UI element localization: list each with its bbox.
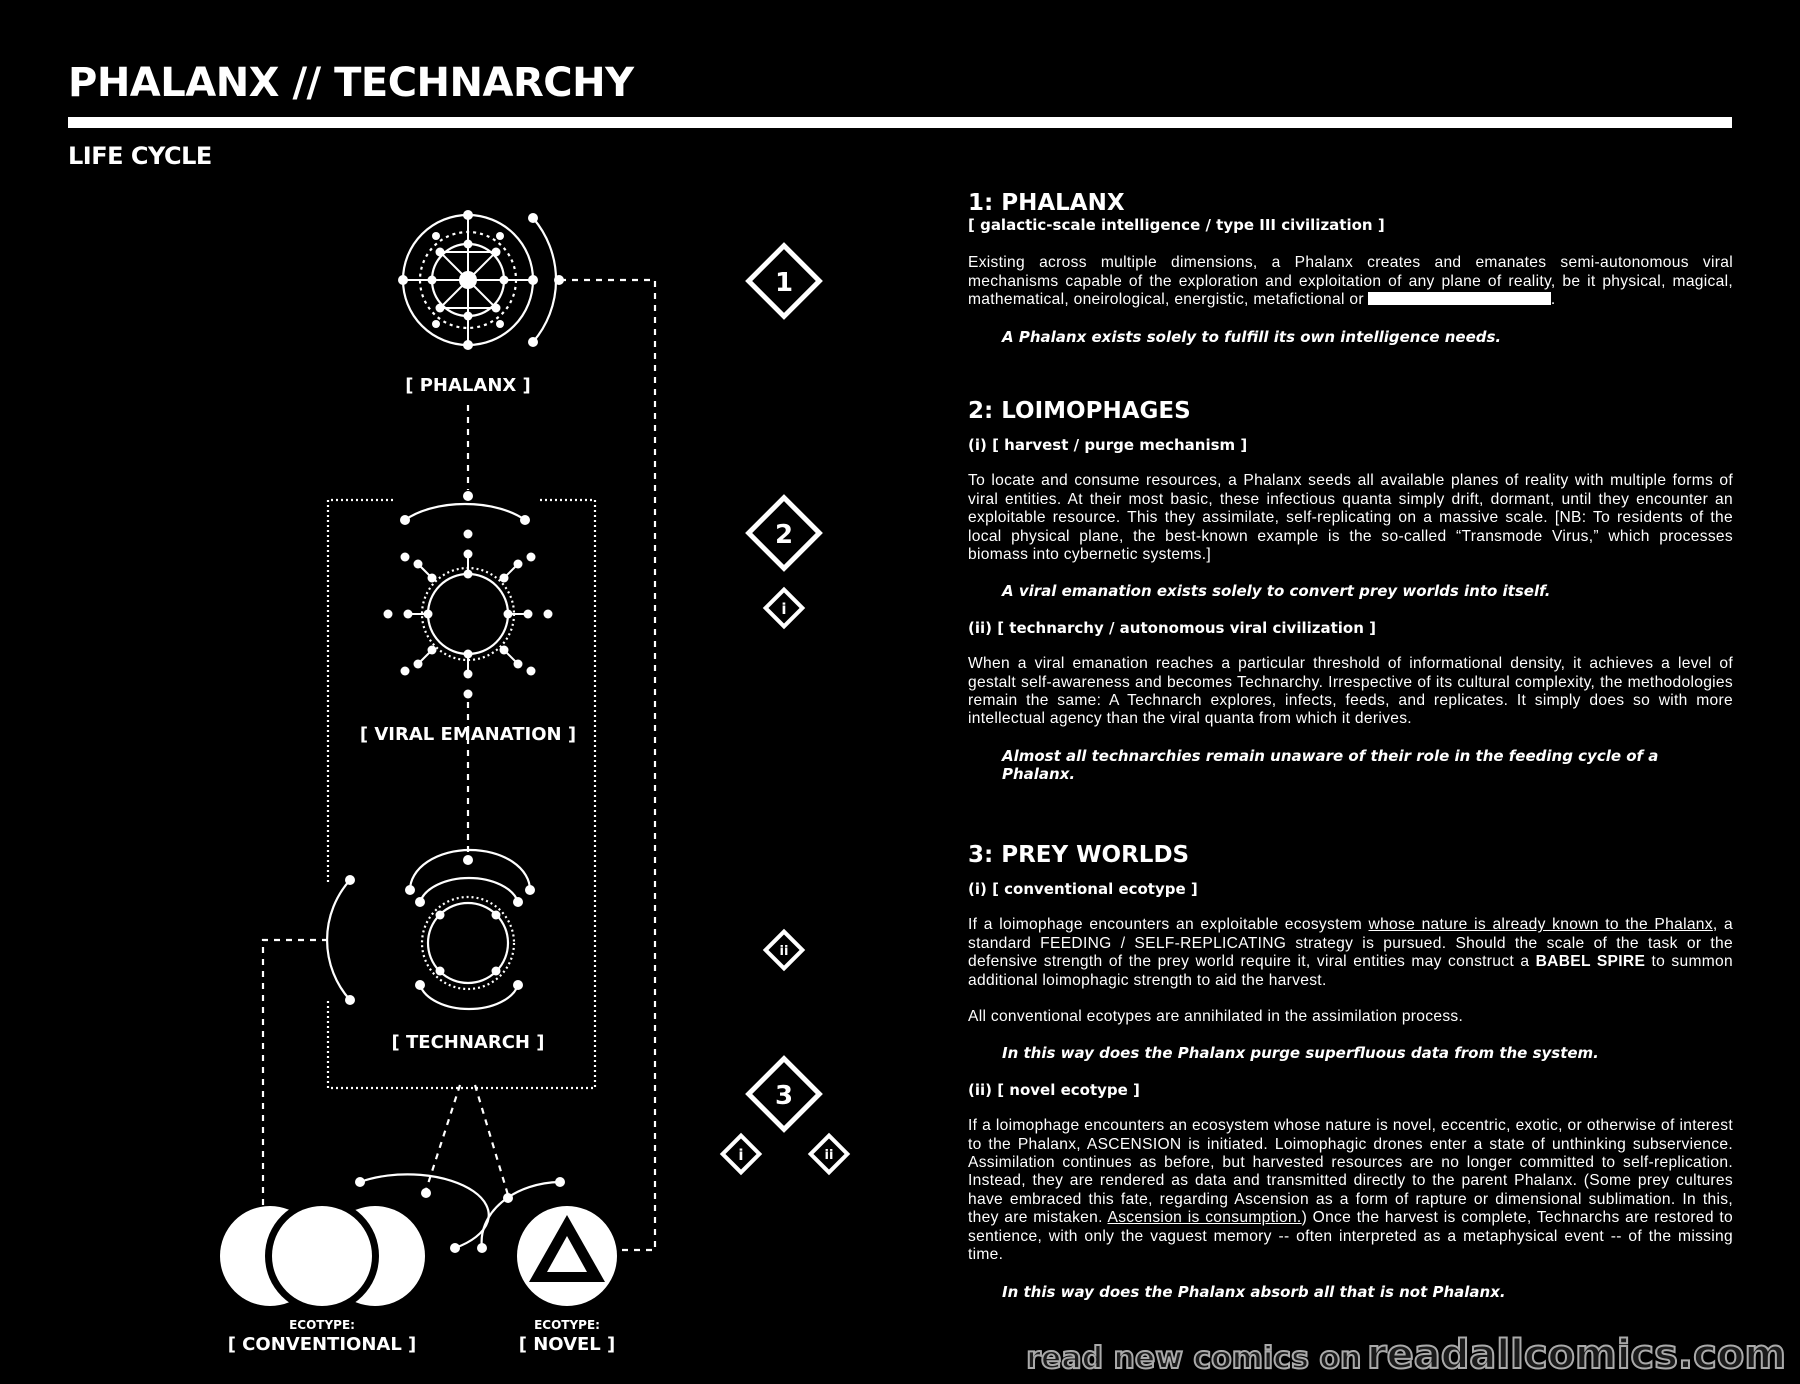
section-3-quote-ii: In this way does the Phalanx absorb all that is not Phalanx. bbox=[1002, 1282, 1506, 1301]
section-2-quote-ii: Almost all technarchies remain unaware of their role in the feeding cycle of a Phalanx. bbox=[1002, 746, 1659, 784]
svg-text:i: i bbox=[738, 1146, 744, 1164]
section-loimophages bbox=[968, 398, 1733, 784]
svg-text:3: 3 bbox=[774, 1081, 794, 1111]
marker-2-ii bbox=[766, 932, 803, 969]
page-title: PHALANX // TECHNARCHY bbox=[68, 60, 634, 106]
section-prey-worlds bbox=[968, 842, 1733, 1301]
marker-2 bbox=[749, 498, 820, 569]
watermark: read new comics on readallcomics.com bbox=[1026, 1332, 1786, 1378]
phalanx-label: [ PHALANX ] bbox=[405, 375, 531, 396]
section-2-sub-ii: (ii) [ technarchy / autonomous viral civilization ] bbox=[968, 618, 1376, 637]
novel-prefix: ECOTYPE: bbox=[534, 1318, 600, 1332]
section-3-title: 3: PREY WORLDS bbox=[968, 842, 1190, 868]
technarch-symbol bbox=[327, 850, 535, 1009]
marker-1 bbox=[749, 246, 820, 317]
section-2-quote-i: A viral emanation exists solely to convert prey worlds into itself. bbox=[1002, 582, 1551, 601]
conventional-ecotype-icon bbox=[220, 1199, 425, 1313]
technarchy-bracket bbox=[328, 500, 595, 1088]
section-2-sub-i: (i) [ harvest / purge mechanism ] bbox=[968, 436, 1248, 454]
novel-ecotype-icon bbox=[517, 1206, 617, 1306]
section-phalanx bbox=[968, 190, 1733, 346]
svg-text:i: i bbox=[781, 600, 787, 618]
viral-emanation-label: [ VIRAL EMANATION ] bbox=[359, 724, 577, 745]
svg-text:2: 2 bbox=[774, 520, 794, 550]
marker-3-i bbox=[723, 1136, 760, 1173]
conventional-label: [ CONVENTIONAL ] bbox=[227, 1334, 417, 1355]
section-3-sub-ii: (ii) [ novel ecotype ] bbox=[968, 1080, 1140, 1099]
technarch-label: [ TECHNARCH ] bbox=[391, 1032, 545, 1053]
redacted-bar bbox=[1368, 292, 1551, 305]
phalanx-symbol bbox=[398, 210, 564, 350]
marker-2-i bbox=[766, 590, 803, 627]
dashed-connectors bbox=[263, 280, 655, 1250]
section-3-body-i: If a loimophage encounters an exploitable ecosystem whose nature is already known to the Phalanx, a standard FEEDING / SELF-REPLICATING strategy is pursued. Should the scale of the task or the defensive strength of the prey world require it, viral entities may construct a BABEL SPIRE to summon additional loimophagic strength to aid the harvest. bbox=[968, 916, 1733, 989]
section-1-subtitle: [ galactic-scale intelligence / type III civilization ] bbox=[968, 216, 1385, 234]
svg-text:ii: ii bbox=[779, 944, 789, 959]
svg-text:1: 1 bbox=[774, 268, 794, 298]
section-3-body-i2: All conventional ecotypes are annihilated in the assimilation process. bbox=[968, 1008, 1464, 1026]
section-3-body-ii: If a loimophage encounters an ecosystem whose nature is novel, eccentric, exotic, or otherwise of interest to the Phalanx, ASCENSION is initiated. Loimophagic drones enter a state of unthinking subservience. Assimilation continues as before, but harvested resources are no longer committed to self-replication. Instead, they are rendered as data and transmitted directly to the parent Phalanx. (Some prey cultures have embraced this fate, regarding Ascension as a form of rapture or dimensional sublimation. In this, they are mistaken. Ascension is consumption.) Once the harvest is complete, Technarchs are restored to sentience, with only the vaguest memory -- often interpreted as a metaphysical event -- of the missing time. bbox=[968, 1117, 1734, 1264]
section-2-body-i: To locate and consume resources, a Phalanx seeds all available planes of reality with multiple forms of viral entities. At their most basic, these infectious quanta simply drift, dormant, until they encounter an exploitable resource. This they assimilate, self-replicating on a massive scale. [NB: To residents of the local physical plane, the best-known example is the so-called “Transmode Virus,” which processes biomass into cybernetic systems.] bbox=[968, 472, 1733, 564]
marker-3 bbox=[749, 1059, 820, 1130]
marker-3-ii bbox=[811, 1136, 848, 1173]
svg-text:ii: ii bbox=[824, 1148, 834, 1163]
viral-emanation-symbol bbox=[384, 491, 553, 699]
section-2-body-ii: When a viral emanation reaches a particular threshold of informational density, it achieves a level of gestalt self-awareness and becomes Technarchy. Irrespective of its cultural complexity, the methodologies remain the same: A Technarch explores, infects, feeds, and replicates. It simply does so with more intellectual agency than the viral quanta from which it derives. bbox=[968, 655, 1733, 728]
section-2-title: 2: LOIMOPHAGES bbox=[968, 398, 1191, 424]
novel-label: [ NOVEL ] bbox=[518, 1334, 616, 1355]
section-3-sub-i: (i) [ conventional ecotype ] bbox=[968, 880, 1198, 898]
conventional-prefix: ECOTYPE: bbox=[289, 1318, 355, 1332]
section-1-body: Existing across multiple dimensions, a Phalanx creates and emanates semi-autonomous viral mechanisms capable of the exploration and exploitation of any plane of reality, be it physical, magical, mathematical, oneirological, energistic, metafictional or . bbox=[968, 254, 1733, 309]
section-1-title: 1: PHALANX bbox=[968, 190, 1125, 216]
section-3-quote-i: In this way does the Phalanx purge superfluous data from the system. bbox=[1002, 1044, 1599, 1063]
page-subtitle: LIFE CYCLE bbox=[68, 142, 212, 170]
section-1-quote: A Phalanx exists solely to fulfill its own intelligence needs. bbox=[1002, 327, 1502, 346]
